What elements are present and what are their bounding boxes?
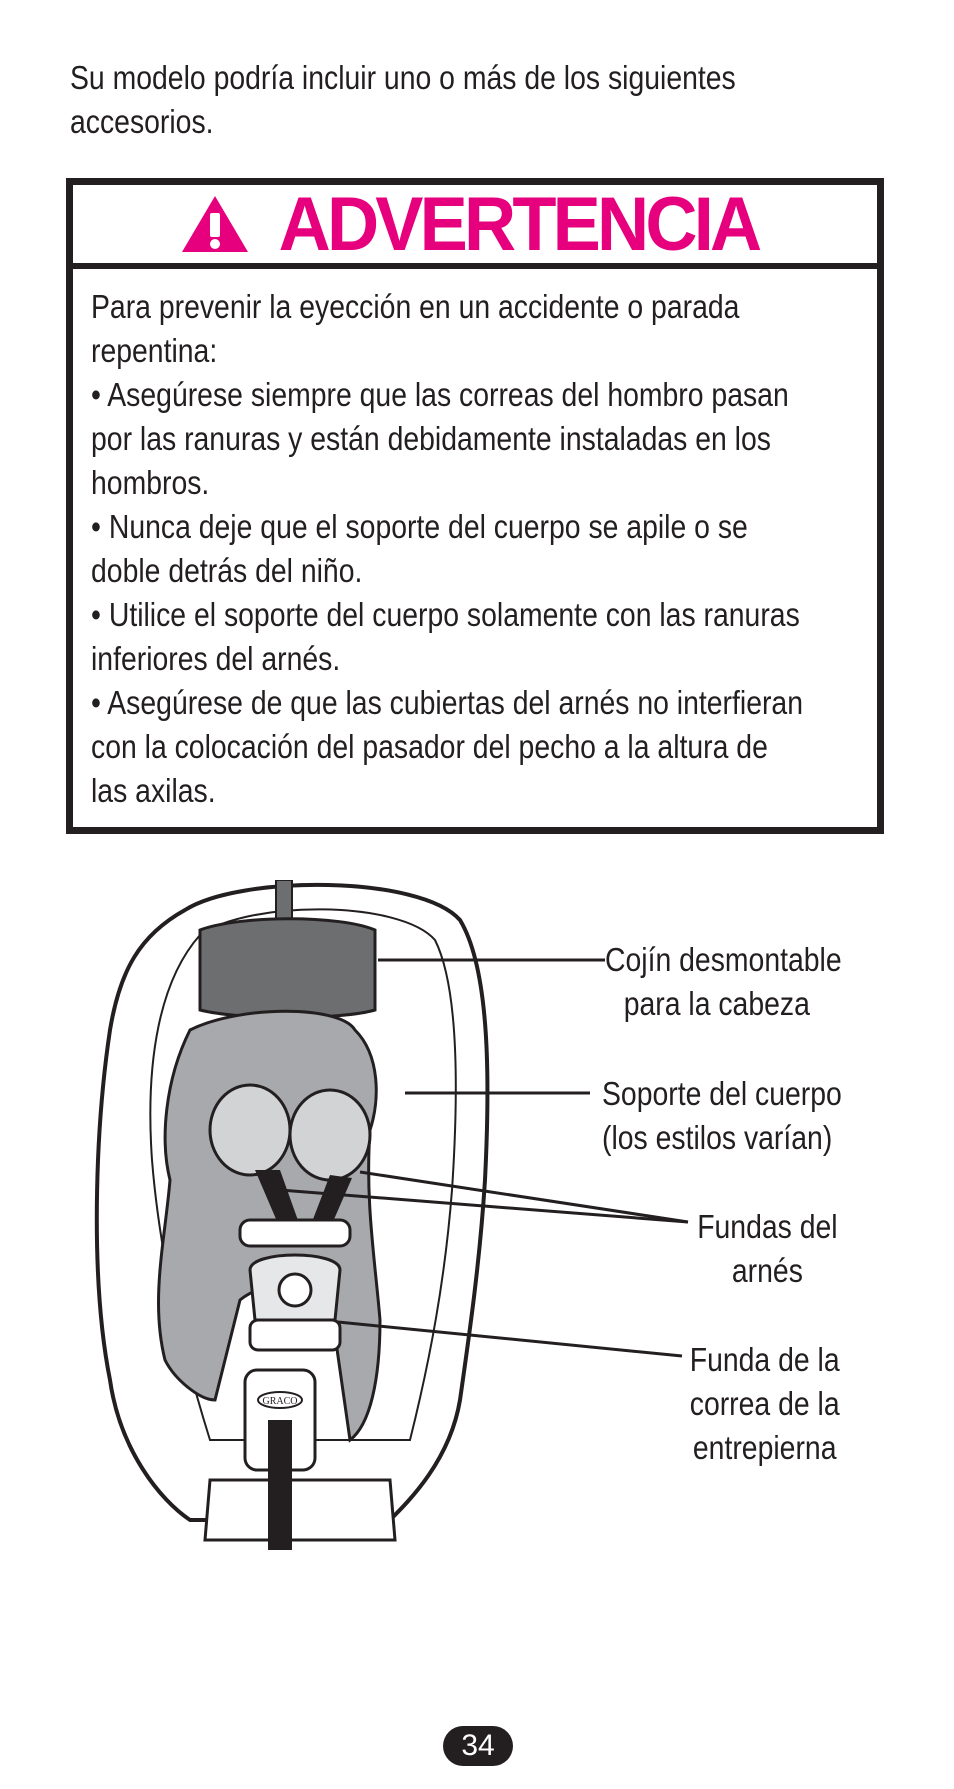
warning-line: hombros.	[91, 464, 210, 501]
warning-line: Para prevenir la eyección en un accidente o parada	[91, 288, 740, 325]
label-body-support: Soporte del cuerpo (los estilos varían)	[602, 1075, 842, 1156]
warning-line: las axilas.	[91, 772, 216, 809]
car-seat-illustration	[90, 880, 530, 1560]
intro-line-2: accesorios.	[70, 103, 214, 140]
warning-line: • Utilice el soporte del cuerpo solamente con las ranuras	[91, 596, 800, 633]
warning-line: por las ranuras y están debidamente instaladas en los	[91, 420, 771, 457]
label-headrest: Cojín desmontable para la cabeza	[605, 941, 842, 1022]
label-crotch-strap-cover: Funda de la correa de la entrepierna	[689, 1341, 840, 1466]
intro-text	[70, 56, 775, 144]
warning-line: con la colocación del pasador del pecho a la altura de	[91, 728, 768, 765]
warning-line: doble detrás del niño.	[91, 552, 363, 589]
warning-title: ADVERTENCIA	[278, 181, 758, 267]
warning-line: • Asegúrese de que las cubiertas del arnés no interfieran	[91, 684, 803, 721]
warning-header	[73, 181, 877, 269]
warning-triangle-icon	[180, 193, 250, 255]
page-number: 34	[443, 1726, 513, 1766]
intro-line-1: Su modelo podría incluir uno o más de los siguientes	[70, 59, 736, 96]
warning-box	[66, 178, 884, 834]
warning-line: • Asegúrese siempre que las correas del hombro pasan	[91, 376, 789, 413]
warning-line: inferiores del arnés.	[91, 640, 341, 677]
warning-line: • Nunca deje que el soporte del cuerpo se apile o se	[91, 508, 748, 545]
warning-line: repentina:	[91, 332, 218, 369]
warning-body	[91, 285, 822, 813]
label-harness-covers: Fundas del arnés	[697, 1208, 838, 1289]
brand-logo: GRACO	[262, 1396, 298, 1407]
